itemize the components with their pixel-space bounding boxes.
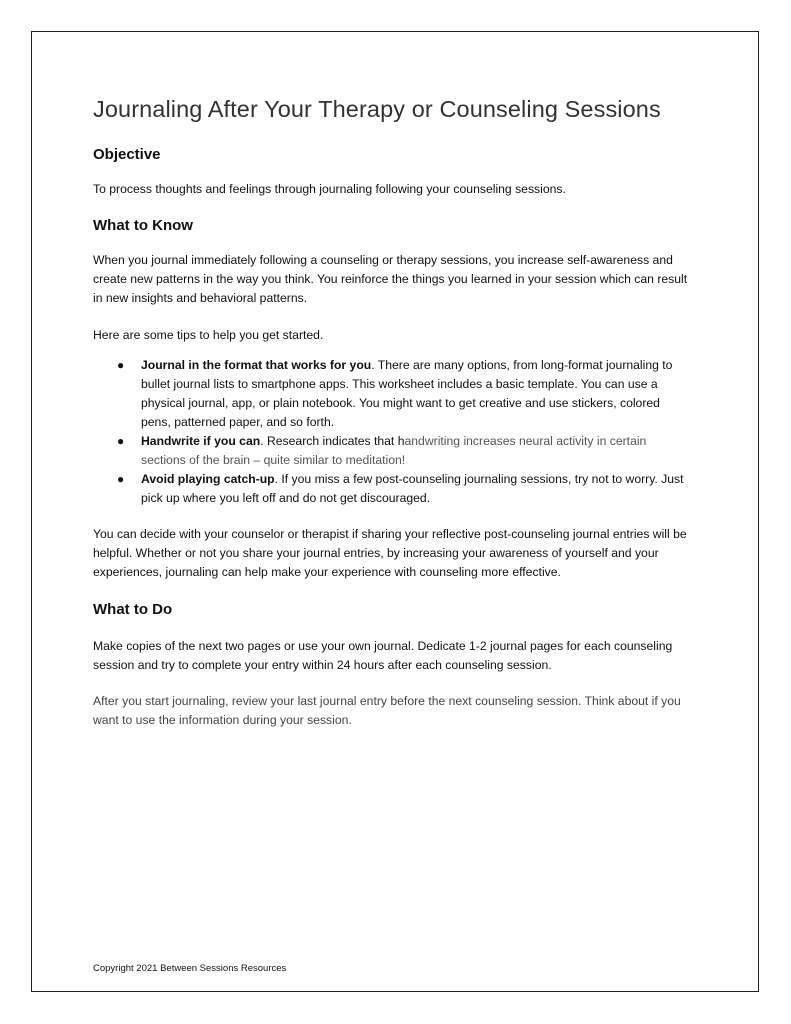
document-body [93, 94, 693, 730]
tips-intro: Here are some tips to help you get started. [93, 328, 324, 342]
tip-item [93, 356, 693, 432]
tip-item [93, 470, 693, 508]
what-to-know-intro: When you journal immediately following a counseling or therapy sessions, you increase self-awareness and create new patterns in the way you think. You reinforce the things you learned in your session which can result in new insights and behavioral patterns. [93, 253, 688, 305]
bullet-dot-icon: ● [117, 434, 125, 448]
tip-text: . If you miss a few post-counseling journaling sessions, try not to worry. Just pick up where you left off and do not get discouraged. [141, 472, 684, 505]
tip-text: . Research indicates that h [260, 434, 405, 448]
tip-text: . There are many options, from long-format journaling to bullet journal lists to smartphone apps. This worksheet includes a basic template. You can use a physical journal, app, or plain notebook. You might want to get creative and use stickers, colored pens, patterned paper, and so forth. [141, 358, 673, 429]
what-to-do-instructions: Make copies of the next two pages or use your own journal. Dedicate 1-2 journal pages for each counseling session and try to complete your entry within 24 hours after each counseling session. [93, 639, 673, 672]
tips-list [93, 356, 693, 508]
page-title: Journaling After Your Therapy or Counseling Sessions [93, 96, 661, 122]
what-to-do-heading: What to Do [93, 601, 173, 618]
copyright-footer: Copyright 2021 Between Sessions Resources [93, 963, 287, 974]
tip-lead: Journal in the format that works for you [141, 358, 372, 372]
what-to-do-review: After you start journaling, review your last journal entry before the next counseling session. Think about if you want to use the information during your session. [93, 694, 681, 727]
tip-gray-text: andwriting increases neural activity in certain sections of the brain – quite similar to meditation! [141, 434, 647, 467]
tip-lead: Avoid playing catch-up [141, 472, 275, 486]
objective-text: To process thoughts and feelings through journaling following your counseling sessions. [93, 182, 566, 196]
sharing-paragraph: You can decide with your counselor or therapist if sharing your reflective post-counseling journal entries will be helpful. Whether or not you share your journal entries, by increasing your awareness of yourself and your experiences, journaling can help make your experience with counseling more effective. [93, 527, 687, 579]
tip-item [93, 432, 693, 470]
what-to-know-heading: What to Know [93, 217, 193, 234]
bullet-dot-icon: ● [117, 358, 125, 372]
objective-heading: Objective [93, 146, 161, 163]
tip-lead: Handwrite if you can [141, 434, 261, 448]
bullet-dot-icon: ● [117, 472, 125, 486]
